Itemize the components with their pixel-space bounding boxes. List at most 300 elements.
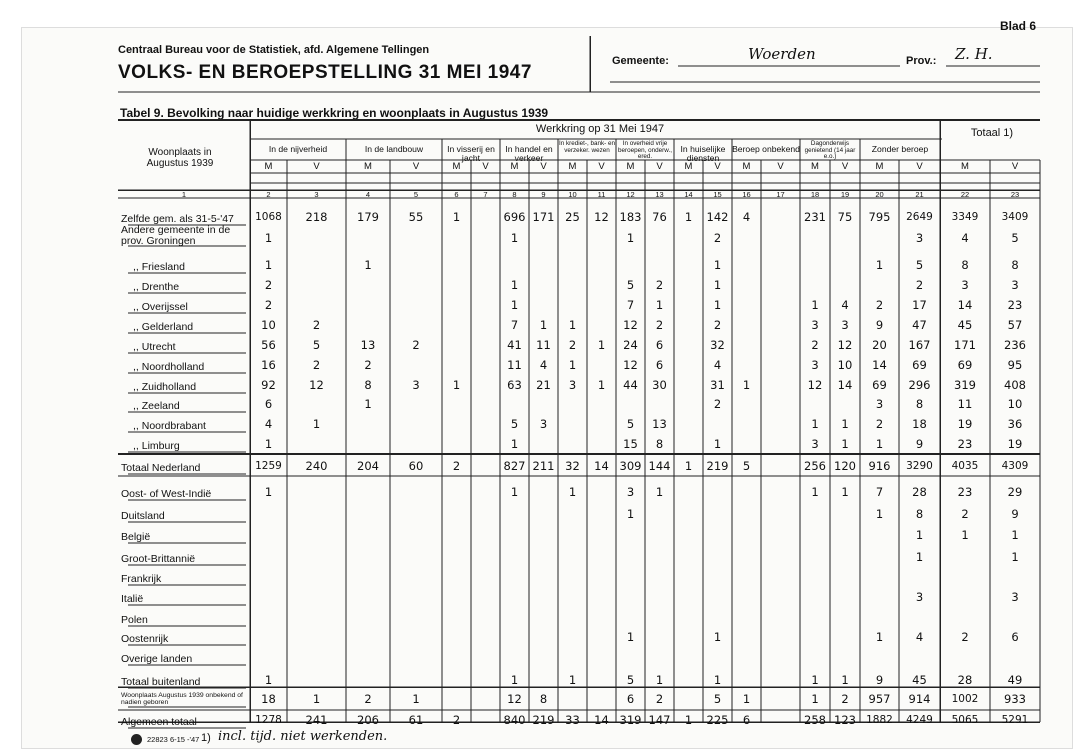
table-cell: 914 (908, 692, 931, 706)
column-number: 14 (684, 190, 693, 199)
table-cell: 4249 (906, 714, 933, 726)
table-cell: 231 (804, 210, 826, 224)
table-cell: 60 (408, 459, 424, 473)
row-label: ,, Zeeland (133, 400, 180, 412)
table-cell: 795 (868, 210, 891, 224)
table-cell: 1 (1011, 550, 1019, 564)
table-cell: 1 (597, 378, 606, 392)
table-cell: 45 (912, 673, 927, 687)
table-cell: 69 (912, 358, 927, 372)
table-cell: 1 (915, 550, 924, 564)
column-number: 9 (541, 190, 546, 199)
table-cell: 2 (364, 692, 372, 706)
column-number: 5 (413, 190, 419, 199)
table-cell: 45 (957, 318, 973, 332)
table-cell: 1 (568, 485, 577, 499)
group-header: In de nijverheid (268, 144, 328, 154)
table-cell: 256 (804, 459, 826, 473)
table-cell: 3 (412, 378, 420, 392)
table-cell: 23 (957, 437, 973, 451)
mv-label: M (510, 161, 519, 172)
table-cell: 1 (811, 485, 819, 499)
table-cell: 3349 (951, 211, 979, 223)
column-number: 15 (713, 190, 722, 199)
table-cell: 1 (915, 528, 924, 542)
table-cell: 4 (841, 298, 849, 312)
table-cell: 2 (841, 692, 849, 706)
table-cell: 4035 (951, 460, 979, 472)
table-cell: 1259 (255, 460, 282, 472)
table-cell: 49 (1007, 673, 1023, 687)
table-cell: 1 (264, 673, 273, 687)
table-cell: 1 (452, 378, 461, 392)
footnote-mark: 1) (201, 732, 211, 744)
table-cell: 11 (957, 397, 973, 411)
table-cell: 1 (364, 397, 372, 411)
table-cell: 167 (908, 338, 931, 352)
table-cell: 14 (957, 298, 973, 312)
table-cell: 2 (713, 231, 722, 245)
table-cell: 1278 (255, 714, 282, 726)
mv-label: V (714, 161, 721, 172)
table-cell: 5 (713, 692, 722, 706)
column-number: 7 (483, 190, 488, 199)
table-cell: 12 (623, 318, 638, 332)
table-cell: 32 (565, 459, 580, 473)
table-cell: 2 (713, 318, 722, 332)
table-cell: 3 (841, 318, 849, 332)
table-cell: 14 (837, 378, 853, 392)
table-cell: 319 (619, 713, 642, 727)
mv-label: M (811, 161, 819, 172)
table-cell: 1002 (951, 693, 979, 705)
table-cell: 1 (841, 485, 849, 499)
table-cell: 1 (655, 298, 664, 312)
group-header: In handel en verkeer (505, 144, 553, 164)
header-werkkring: Werkkring op 31 Mei 1947 (535, 123, 665, 135)
table-cell: 1 (684, 210, 693, 224)
row-label: Overige landen (121, 653, 193, 665)
table-cell: 5 (626, 673, 635, 687)
table-cell: 10 (837, 358, 853, 372)
table-cell: 7 (626, 298, 635, 312)
table-cell: 1 (713, 258, 722, 272)
column-number: 19 (840, 190, 850, 199)
table-cell: 1 (742, 378, 751, 392)
table-cell: 5 (626, 417, 635, 431)
table-cell: 1 (713, 278, 722, 292)
table-cell: 2 (412, 338, 420, 352)
page-title: VOLKS- EN BEROEPSTELLING 31 MEI 1947 (118, 62, 532, 83)
table-cell: 2 (961, 507, 969, 521)
table-cell: 28 (912, 485, 927, 499)
mv-label: M (626, 161, 635, 172)
row-label: ,, Noordbrabant (133, 420, 206, 432)
gemeente-value: Woerden (748, 45, 816, 63)
table-cell: 120 (834, 459, 856, 473)
table-cell: 1 (412, 692, 420, 706)
table-cell: 1 (510, 278, 519, 292)
table-cell: 1 (841, 437, 849, 451)
table-cell: 171 (954, 338, 976, 352)
table-cell: 2 (961, 630, 969, 644)
table-cell: 1 (568, 318, 577, 332)
table-cell: 123 (834, 713, 856, 727)
table-cell: 6 (655, 338, 664, 352)
table-cell: 696 (503, 210, 526, 224)
table-cell: 3 (568, 378, 577, 392)
table-cell: 1 (742, 692, 751, 706)
table-cell: 3 (915, 231, 924, 245)
column-number: 2 (266, 190, 271, 199)
table-cell: 11 (536, 338, 551, 352)
table-cell: 1 (510, 231, 519, 245)
table-cell: 2 (364, 358, 372, 372)
table-cell: 147 (648, 713, 671, 727)
table-cell: 9 (1011, 507, 1019, 521)
table-cell: 2 (452, 459, 461, 473)
table-cell: 9 (915, 437, 924, 451)
table-cell: 19 (957, 417, 973, 431)
row-label: ,, Zuidholland (133, 381, 197, 393)
table-cell: 5 (742, 459, 751, 473)
table-cell: 2 (655, 318, 664, 332)
column-number: 10 (568, 190, 577, 199)
table-cell: 11 (507, 358, 522, 372)
table-cell: 14 (872, 358, 887, 372)
table-cell: 10 (261, 318, 276, 332)
mv-label: V (656, 161, 663, 172)
table-cell: 24 (623, 338, 638, 352)
prov-value: Z. H. (955, 45, 993, 63)
table-cell: 2 (452, 713, 461, 727)
table-cell: 241 (305, 713, 328, 727)
table-cell: 236 (1004, 338, 1026, 352)
table-cell: 8 (539, 692, 548, 706)
table-cell: 3409 (1001, 211, 1029, 223)
table-cell: 296 (908, 378, 931, 392)
row-label: Andere gemeente in de prov. Groningen (121, 224, 231, 248)
table-cell: 47 (912, 318, 927, 332)
column-number: 18 (810, 190, 820, 199)
mv-label: V (841, 161, 849, 172)
column-number: 8 (512, 190, 517, 199)
row-label: ,, Drenthe (133, 281, 180, 293)
table-cell: 12 (309, 378, 324, 392)
table-cell: 2 (713, 397, 722, 411)
table-cell: 12 (594, 210, 609, 224)
table-cell: 1 (510, 673, 519, 687)
table-cell: 33 (565, 713, 580, 727)
table-cell: 36 (1007, 417, 1023, 431)
mv-label: M (961, 161, 969, 172)
table-cell: 1 (539, 318, 548, 332)
column-number: 4 (365, 190, 371, 199)
header-totaal: Totaal 1) (970, 127, 1014, 139)
table-cell: 1 (312, 417, 321, 431)
table-cell: 1 (713, 437, 722, 451)
table-cell: 1 (811, 673, 819, 687)
table-cell: 1 (264, 437, 273, 451)
table-cell: 3 (1011, 590, 1019, 604)
cbs-logo (131, 734, 142, 745)
table-cell: 8 (1011, 258, 1019, 272)
table-cell: 1 (626, 630, 635, 644)
table-cell: 3 (811, 318, 819, 332)
table-cell: 6 (742, 713, 751, 727)
table-cell: 1 (510, 437, 519, 451)
sheet-number: Blad 6 (1000, 19, 1037, 33)
row-label: ,, Overijssel (133, 301, 188, 313)
row-label: Zelfde gem. als 31-5-'47 (121, 213, 234, 225)
mv-label: V (777, 161, 784, 172)
table-cell: 57 (1007, 318, 1023, 332)
table-cell: 3 (811, 437, 819, 451)
table-cell: 1 (655, 673, 664, 687)
mv-label: M (568, 161, 577, 172)
mv-label: M (684, 161, 693, 172)
table-cell: 21 (536, 378, 551, 392)
table-cell: 15 (623, 437, 638, 451)
table-cell: 1 (264, 231, 273, 245)
table-cell: 3 (539, 417, 548, 431)
table-cell: 6 (1011, 630, 1019, 644)
table-cell: 1 (713, 673, 722, 687)
table-cell: 258 (804, 713, 826, 727)
mv-label: V (1011, 161, 1019, 172)
row-label: ,, Noordholland (133, 361, 205, 373)
table-cell: 142 (706, 210, 729, 224)
table-cell: 17 (912, 298, 927, 312)
table-cell: 1 (713, 298, 722, 312)
table-cell: 2 (655, 278, 664, 292)
table-cell: 63 (507, 378, 522, 392)
group-header: In krediet-, bank- en verzeker. wezen (558, 140, 615, 154)
table-cell: 309 (619, 459, 642, 473)
table-cell: 1 (875, 437, 884, 451)
table-cell: 69 (957, 358, 973, 372)
gemeente-label: Gemeente: (612, 55, 669, 67)
table-cell: 41 (507, 338, 522, 352)
table-cell: 218 (305, 210, 328, 224)
mv-label: V (412, 161, 420, 172)
table-cell: 2 (875, 417, 884, 431)
column-number: 11 (597, 190, 606, 199)
table-cell: 18 (261, 692, 276, 706)
row-label: Frankrijk (121, 573, 162, 585)
row-label: ,, Limburg (133, 440, 180, 452)
table-cell: 1 (875, 630, 884, 644)
group-header: In de landbouw (364, 144, 424, 154)
column-number: 22 (960, 190, 970, 199)
table-cell: 1 (312, 692, 321, 706)
table-cell: 1882 (866, 714, 893, 726)
table-cell: 23 (957, 485, 973, 499)
mv-label: V (540, 161, 547, 172)
table-cell: 1 (684, 459, 693, 473)
table-cell: 2 (568, 338, 577, 352)
table-cell: 183 (619, 210, 642, 224)
table-cell: 6 (264, 397, 273, 411)
table-cell: 2 (915, 278, 924, 292)
column-number: 6 (454, 190, 459, 199)
table-cell: 76 (652, 210, 667, 224)
table-cell: 14 (594, 713, 609, 727)
table-cell: 3 (811, 358, 819, 372)
table-cell: 933 (1004, 692, 1026, 706)
row-label: Oostenrijk (121, 633, 169, 645)
column-number: 16 (742, 190, 751, 199)
table-cell: 8 (961, 258, 969, 272)
form-code: 22823 6-15 -'47 (147, 735, 200, 744)
table-cell: 219 (532, 713, 555, 727)
table-cell: 2 (312, 358, 321, 372)
table-cell: 827 (503, 459, 526, 473)
table-cell: 23 (1007, 298, 1023, 312)
table-cell: 28 (957, 673, 973, 687)
mv-label: M (742, 161, 751, 172)
row-label: Woonplaats Augustus 1939 onbekend of nadien geboren (121, 692, 243, 707)
row-label: Algemeen totaal (121, 716, 197, 728)
table-cell: 12 (807, 378, 823, 392)
table-cell: 1 (1011, 528, 1019, 542)
table-cell: 4309 (1001, 460, 1029, 472)
table-cell: 20 (872, 338, 887, 352)
table-cell: 44 (623, 378, 638, 392)
table-cell: 957 (868, 692, 891, 706)
table-cell: 4 (961, 231, 969, 245)
mv-label: V (313, 161, 320, 172)
table-cell: 12 (507, 692, 522, 706)
table-cell: 171 (532, 210, 555, 224)
table-cell: 6 (655, 358, 664, 372)
column-number: 3 (314, 190, 319, 199)
row-label: Oost- of West-Indië (121, 488, 212, 500)
table-cell: 32 (710, 338, 725, 352)
table-cell: 4 (742, 210, 751, 224)
table-cell: 4 (713, 358, 722, 372)
row-label: Totaal Nederland (121, 462, 201, 474)
table-cell: 8 (364, 378, 372, 392)
row-label: Polen (121, 614, 148, 626)
group-header: In visserij en jacht (447, 144, 495, 164)
table-cell: 13 (652, 417, 667, 431)
table-cell: 69 (872, 378, 887, 392)
table-cell: 1 (626, 231, 635, 245)
table-cell: 2 (312, 318, 321, 332)
table-cell: 840 (503, 713, 526, 727)
mv-label: M (452, 161, 461, 172)
table-cell: 1 (684, 713, 693, 727)
table-cell: 18 (912, 417, 927, 431)
table-cell: 211 (532, 459, 555, 473)
table-cell: 3 (626, 485, 635, 499)
table-cell: 1 (811, 417, 819, 431)
table-cell: 25 (565, 210, 580, 224)
mv-label: V (598, 161, 605, 172)
column-number: 17 (776, 190, 785, 199)
table-cell: 5 (1011, 231, 1019, 245)
table-cell: 1 (264, 258, 273, 272)
table-cell: 75 (837, 210, 853, 224)
row-label: België (121, 531, 151, 543)
table-cell: 6 (626, 692, 635, 706)
table-cell: 206 (357, 713, 379, 727)
mv-label: M (875, 161, 884, 172)
table-cell: 1 (875, 258, 884, 272)
column-number: 23 (1010, 190, 1020, 199)
table-cell: 1 (568, 673, 577, 687)
group-header: Beroep onbekend (732, 144, 800, 154)
table-cell: 7 (875, 485, 884, 499)
mv-label: V (916, 161, 923, 172)
table-cell: 5065 (951, 714, 979, 726)
table-cell: 56 (261, 338, 276, 352)
table-cell: 1 (811, 692, 819, 706)
table-cell: 12 (837, 338, 853, 352)
table-cell: 3 (915, 590, 924, 604)
mv-label: V (482, 161, 489, 172)
row-label: ,, Friesland (133, 261, 185, 273)
table-cell: 61 (408, 713, 424, 727)
table-cell: 1 (597, 338, 606, 352)
table-cell: 2 (264, 298, 273, 312)
table-cell: 240 (305, 459, 328, 473)
table-cell: 2 (264, 278, 273, 292)
table-cell: 1 (626, 507, 635, 521)
column-number: 21 (915, 190, 924, 199)
prov-label: Prov.: (906, 55, 937, 67)
table-cell: 9 (875, 318, 884, 332)
table-cell: 1 (713, 630, 722, 644)
column-number: 1 (181, 190, 187, 199)
table-cell: 179 (357, 210, 379, 224)
table-cell: 916 (868, 459, 891, 473)
table-cell: 1 (655, 485, 664, 499)
table-cell: 1 (264, 485, 273, 499)
group-header: Dagonderwijs genietend (14 jaar e.o.) (804, 140, 856, 161)
row-label: Italië (121, 593, 144, 605)
table-cell: 1 (841, 417, 849, 431)
table-cell: 1 (811, 298, 819, 312)
table-cell: 204 (357, 459, 379, 473)
table-cell: 29 (1007, 485, 1023, 499)
table-cell: 3 (875, 397, 884, 411)
table-cell: 1 (568, 358, 577, 372)
column-number: 20 (875, 190, 884, 199)
table-cell: 5 (510, 417, 519, 431)
table-cell: 1 (364, 258, 372, 272)
bureau-name: Centraal Bureau voor de Statistiek, afd. Algemene Tellingen (118, 44, 430, 56)
table-cell: 9 (875, 673, 884, 687)
table-cell: 2 (875, 298, 884, 312)
table-cell: 8 (915, 397, 924, 411)
table-cell: 55 (408, 210, 424, 224)
table-cell: 19 (1007, 437, 1023, 451)
table-cell: 7 (510, 318, 519, 332)
table-cell: 1 (510, 485, 519, 499)
table-cell: 31 (710, 378, 725, 392)
table-title: Tabel 9. Bevolking naar huidige werkkring en woonplaats in Augustus 1939 (120, 106, 549, 120)
table-cell: 3 (1011, 278, 1019, 292)
row-label: Duitsland (121, 510, 165, 522)
row-label: ,, Utrecht (133, 341, 176, 353)
table-cell: 5 (915, 258, 924, 272)
table-cell: 225 (706, 713, 729, 727)
table-cell: 5 (626, 278, 635, 292)
table-cell: 5 (312, 338, 321, 352)
table-cell: 14 (594, 459, 609, 473)
